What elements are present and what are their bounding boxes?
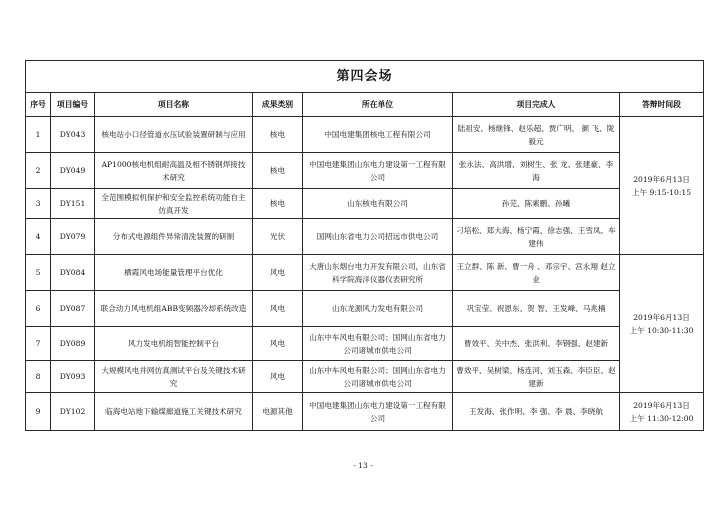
time-slot [620,117,704,255]
row-name: 联合动力风电机组ABB变频器冷却系统改造 [95,291,253,327]
header-time: 答辩时间段 [620,93,704,117]
row-name: 风力发电机组智能控制平台 [95,327,253,361]
time-slot [620,393,704,431]
table-row [26,117,704,153]
row-category: 风电 [253,327,303,361]
table-row [26,189,704,219]
table-row [26,219,704,255]
time-slot [620,255,704,393]
time-slot-time: 上午 11:30-12:00 [629,413,694,423]
row-no: 8 [26,361,51,393]
title-row [26,61,704,93]
row-people: 陆祖安、杨继锋、赵乐超、贾广明、 颜 飞、陇毅元 [453,117,620,153]
row-no: 9 [26,393,51,431]
row-code: DY049 [51,153,95,189]
row-code: DY102 [51,393,95,431]
header-code: 项目编号 [51,93,95,117]
row-category: 风电 [253,291,303,327]
row-people: 巩宝莹、祝恩东、贺 智、王发峰、马兆楠 [453,291,620,327]
row-code: DY089 [51,327,95,361]
row-code: DY151 [51,189,95,219]
row-name: 大规模风电并网仿真测试平台及关键技术研究 [95,361,253,393]
row-category: 电源其他 [253,393,303,431]
row-name: 栖霞风电场能量管理平台优化 [95,255,253,291]
row-no: 4 [26,219,51,255]
row-category: 核电 [253,189,303,219]
table-row [26,153,704,189]
row-category: 风电 [253,255,303,291]
row-name: 全范围模拟机保护和安全监控系统功能自主仿真开发 [95,189,253,219]
schedule-table [25,60,704,431]
header-name: 项目名称 [95,93,253,117]
row-people: 张永法、高洪增、刘树生、张 龙、张建豪、李海 [453,153,620,189]
table-row [26,393,704,431]
row-unit: 大唐山东烟台电力开发有限公司，山东省科学院海洋仪器仪表研究所 [303,255,453,291]
time-slot-time: 上午 10:30-11:30 [629,325,694,335]
row-unit: 中国电建集团山东电力建设第一工程有限公司 [303,153,453,189]
row-people: 曹效平、关中杰、张洪利、李钢强、赵建新 [453,327,620,361]
row-code: DY087 [51,291,95,327]
row-no: 3 [26,189,51,219]
row-people: 曹效平、吴树梁、杨连河、刘玉森、李臣臣、赵建新 [453,361,620,393]
row-no: 5 [26,255,51,291]
row-code: DY043 [51,117,95,153]
row-people: 刁培松、郑大海、杨宁霞、徐志强、王雪凤、车建伟 [453,219,620,255]
row-code: DY084 [51,255,95,291]
session-title: 第四会场 [26,61,704,93]
header-category: 成果类别 [253,93,303,117]
page-number: - 13 - [353,461,373,470]
table-row [26,255,704,291]
table-row [26,327,704,361]
row-category: 核电 [253,117,303,153]
time-slot-date: 2019年6月13日 [633,174,690,184]
row-name: 核电站小口径管道水压试验装置研制与应用 [95,117,253,153]
row-unit: 山东核电有限公司 [303,189,453,219]
row-no: 2 [26,153,51,189]
row-code: DY079 [51,219,95,255]
row-people: 孙芫、陈素鹏、孙曦 [453,189,620,219]
row-unit: 山东龙源风力发电有限公司 [303,291,453,327]
time-slot-date: 2019年6月13日 [633,312,690,322]
row-category: 风电 [253,361,303,393]
time-slot-time: 上午 9:15-10:15 [631,187,692,197]
table-row [26,361,704,393]
header-no: 序号 [26,93,51,117]
time-slot-date: 2019年6月13日 [633,400,690,410]
row-no: 6 [26,291,51,327]
row-people: 王发海、张作明、李 强、李 晨、李晓航 [453,393,620,431]
row-name: AP1000核电机组耐高温及相不锈钢焊接技术研究 [95,153,253,189]
row-unit: 山东中车风电有限公司；国网山东省电力公司诸城市供电公司 [303,361,453,393]
row-unit: 中国电建集团山东电力建设第一工程有限公司 [303,393,453,431]
row-unit: 国网山东省电力公司招远市供电公司 [303,219,453,255]
row-no: 7 [26,327,51,361]
row-code: DY093 [51,361,95,393]
row-unit: 山东中车风电有限公司；国网山东省电力公司诸城市供电公司 [303,327,453,361]
row-category: 光伏 [253,219,303,255]
row-name: 临海电站地下输煤廊道施工关键技术研究 [95,393,253,431]
header-people: 项目完成人 [453,93,620,117]
row-people: 王立群、陈 新、曹一舟 、邓宗宇、宫永翔 赵立业 [453,255,620,291]
header-row [26,93,704,117]
row-category: 核电 [253,153,303,189]
row-name: 分布式电源组件异常清洗装置的研制 [95,219,253,255]
table-row [26,291,704,327]
header-unit: 所在单位 [303,93,453,117]
row-no: 1 [26,117,51,153]
row-unit: 中国电建集团核电工程有限公司 [303,117,453,153]
